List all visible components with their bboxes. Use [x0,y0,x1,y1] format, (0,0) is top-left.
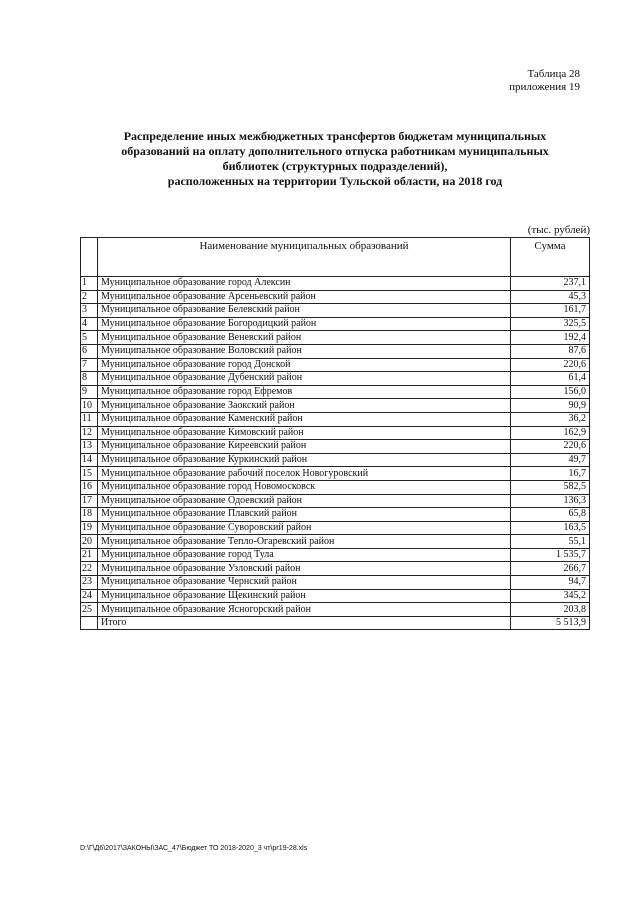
table-row [81,467,590,481]
col-header-sum: Сумма [511,238,590,277]
table-row [81,344,590,358]
row-number: 10 [81,399,98,413]
table-row [81,426,590,440]
municipality-name: Муниципальное образование Одоевский район [98,494,511,508]
table-row [81,440,590,454]
table-row [81,508,590,522]
total-sum: 5 513,9 [511,616,590,630]
units-label: (тыс. рублей) [527,224,590,236]
row-number: 8 [81,372,98,386]
municipality-name: Муниципальное образование Заокский район [98,399,511,413]
table-row [81,317,590,331]
municipality-name: Муниципальное образование Кимовский район [98,426,511,440]
allocation-table [80,237,590,630]
total-row [81,616,590,630]
municipality-name: Муниципальное образование Ясногорский район [98,603,511,617]
table-row [81,277,590,291]
title-line-3: библиотек (структурных подразделений), [222,159,448,173]
table-row [81,399,590,413]
municipality-name: Муниципальное образование город Ефремов [98,385,511,399]
row-sum: 203,8 [511,603,590,617]
municipality-name: Муниципальное образование Каменский район [98,412,511,426]
row-number: 18 [81,508,98,522]
title-line-4: расположенных на территории Тульской области, на 2018 год [167,174,503,188]
row-sum: 136,3 [511,494,590,508]
row-number: 9 [81,385,98,399]
row-number: 25 [81,603,98,617]
row-number: 20 [81,535,98,549]
row-number: 19 [81,521,98,535]
row-number: 6 [81,344,98,358]
table-body [81,277,590,617]
municipality-name: Муниципальное образование город Алексин [98,277,511,291]
row-number: 14 [81,453,98,467]
municipality-name: Муниципальное образование город Донской [98,358,511,372]
title-line-2: образований на оплату дополнительного отпуска работникам муниципальных [121,144,549,158]
row-sum: 163,5 [511,521,590,535]
row-sum: 61,4 [511,372,590,386]
row-number: 12 [81,426,98,440]
row-sum: 1 535,7 [511,548,590,562]
row-number: 11 [81,412,98,426]
table-row [81,535,590,549]
row-sum: 220,6 [511,358,590,372]
table-row [81,603,590,617]
table-row [81,453,590,467]
table-row [81,372,590,386]
row-sum: 345,2 [511,589,590,603]
row-number: 16 [81,480,98,494]
row-sum: 156,0 [511,385,590,399]
row-sum: 55,1 [511,535,590,549]
row-sum: 36,2 [511,412,590,426]
row-number: 23 [81,576,98,590]
row-sum: 161,7 [511,304,590,318]
row-number: 21 [81,548,98,562]
row-sum: 582,5 [511,480,590,494]
municipality-name: Муниципальное образование Белевский район [98,304,511,318]
row-sum: 45,3 [511,290,590,304]
table-row [81,521,590,535]
row-sum: 16,7 [511,467,590,481]
row-sum: 220,6 [511,440,590,454]
table-row [81,562,590,576]
row-number: 15 [81,467,98,481]
municipality-name: Муниципальное образование Воловский район [98,344,511,358]
row-number: 17 [81,494,98,508]
row-sum: 65,8 [511,508,590,522]
table-header-row [81,238,590,277]
municipality-name: Муниципальное образование Куркинский район [98,453,511,467]
row-sum: 90,9 [511,399,590,413]
municipality-name: Муниципальное образование город Новомосковск [98,480,511,494]
appendix-number: приложения 19 [509,81,580,93]
municipality-name: Муниципальное образование Веневский район [98,331,511,345]
row-number: 7 [81,358,98,372]
row-number: 22 [81,562,98,576]
municipality-name: Муниципальное образование Арсеньевский район [98,290,511,304]
municipality-name: Муниципальное образование Богородицкий район [98,317,511,331]
table-row [81,548,590,562]
municipality-name: Муниципальное образование Щекинский район [98,589,511,603]
row-sum: 94,7 [511,576,590,590]
table-row [81,304,590,318]
municipality-name: Муниципальное образование рабочий поселок Новогуровский [98,467,511,481]
col-header-name: Наименование муниципальных образований [98,238,511,277]
row-number: 24 [81,589,98,603]
row-sum: 325,5 [511,317,590,331]
file-path-footer: D:\Г\Д6\2017\ЗАКОНЫ\ЗАС_47\Бюджет ТО 2018-2020_3 чт\рг19-28.xls [80,845,308,852]
municipality-name: Муниципальное образование Киреевский район [98,440,511,454]
table-row [81,589,590,603]
table-row [81,576,590,590]
municipality-name: Муниципальное образование город Тула [98,548,511,562]
table-row [81,412,590,426]
municipality-name: Муниципальное образование Чернский район [98,576,511,590]
table-row [81,480,590,494]
table-row [81,494,590,508]
row-number: 1 [81,277,98,291]
row-number: 2 [81,290,98,304]
row-sum: 87,6 [511,344,590,358]
row-sum: 162,9 [511,426,590,440]
col-header-number [81,238,98,277]
row-number: 13 [81,440,98,454]
table-row [81,385,590,399]
table-number: Таблица 28 [527,68,580,80]
document-title [70,129,600,189]
table-row [81,331,590,345]
row-number: 4 [81,317,98,331]
title-line-1: Распределение иных межбюджетных трансфертов бюджетам муниципальных [123,129,547,143]
row-sum: 266,7 [511,562,590,576]
municipality-name: Муниципальное образование Суворовский район [98,521,511,535]
total-number-cell [81,616,98,630]
municipality-name: Муниципальное образование Дубенский район [98,372,511,386]
row-sum: 237,1 [511,277,590,291]
row-sum: 49,7 [511,453,590,467]
municipality-name: Муниципальное образование Плавский район [98,508,511,522]
table-row [81,290,590,304]
row-sum: 192,4 [511,331,590,345]
municipality-name: Муниципальное образование Тепло-Огаревский район [98,535,511,549]
table-row [81,358,590,372]
municipality-name: Муниципальное образование Узловский район [98,562,511,576]
total-label: Итого [98,616,511,630]
row-number: 3 [81,304,98,318]
table-reference [509,68,580,94]
row-number: 5 [81,331,98,345]
